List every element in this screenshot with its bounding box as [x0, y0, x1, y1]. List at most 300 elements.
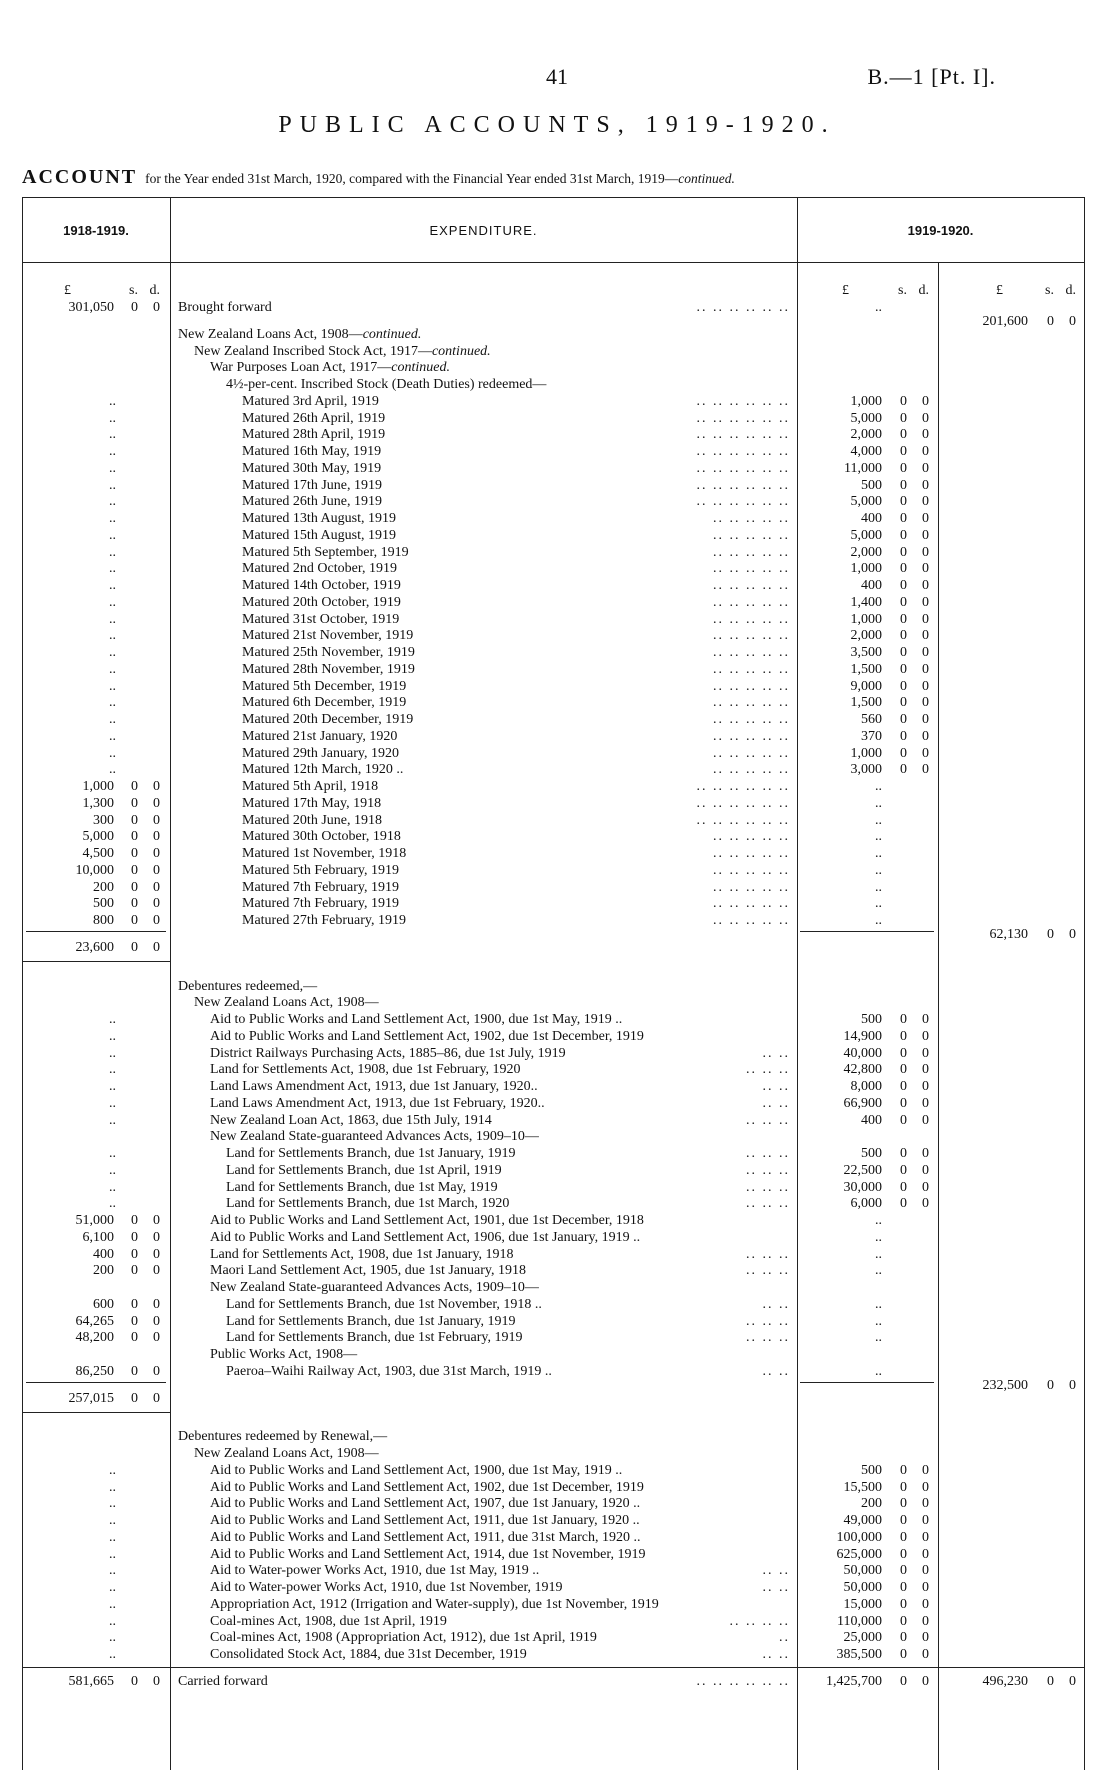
empty-previous-year: ..	[109, 695, 116, 711]
table-row	[0, 1262, 1114, 1279]
table-row	[0, 1579, 1114, 1596]
row-description: Matured 25th November, 1919	[242, 645, 415, 660]
table-row	[0, 1061, 1114, 1078]
empty-previous-year: ..	[109, 393, 116, 409]
previous-year-shillings: 0	[131, 913, 138, 928]
table-row	[0, 1195, 1114, 1212]
leader-dots: .. .. .. .. ..	[713, 645, 790, 660]
row-description: Matured 3rd April, 1919	[242, 393, 379, 409]
current-year-pence: 0	[922, 1079, 929, 1094]
row-description: Appropriation Act, 1912 (Irrigation and Water-supply), due 1st November, 1919	[210, 1596, 659, 1612]
empty-previous-year: ..	[109, 1630, 116, 1646]
current-year-pence: 0	[922, 1045, 929, 1061]
previous-year-pence: 0	[153, 1313, 160, 1329]
current-year-pence: 0	[922, 427, 929, 443]
table-row	[0, 644, 1114, 661]
column-header-1919-1920: 1919-1920.	[907, 223, 974, 238]
row-description: Aid to Public Works and Land Settlement Act, 1907, due 1st January, 1920 ..	[210, 1496, 641, 1512]
leader-dots: .. .. .. .. ..	[713, 745, 790, 761]
current-year-pounds: ..	[875, 795, 882, 811]
row-description: Matured 5th February, 1919	[242, 862, 399, 878]
current-year-pounds: ..	[875, 913, 882, 928]
table-row	[0, 544, 1114, 561]
current-year-pence: 0	[922, 728, 929, 744]
leader-dots: .. .. .. .. ..	[713, 544, 790, 560]
row-description: Aid to Public Works and Land Settlement Act, 1911, due 31st March, 1920 ..	[210, 1529, 641, 1545]
row-description: Matured 12th March, 1920 ..	[242, 762, 404, 778]
row-description: Public Works Act, 1908—	[210, 1347, 358, 1362]
current-year-pounds: ..	[875, 1229, 882, 1245]
current-year-pounds: 500	[861, 1146, 882, 1161]
row-description: Matured 27th February, 1919	[242, 913, 406, 928]
empty-previous-year: ..	[109, 1028, 116, 1044]
table-row	[0, 410, 1114, 427]
leader-dots: .. .. .. .. .. ..	[696, 300, 790, 315]
row-description: Matured 20th December, 1919	[242, 712, 414, 727]
empty-previous-year: ..	[109, 1496, 116, 1512]
current-year-shillings: 0	[900, 527, 907, 543]
current-year-pence: 0	[922, 611, 929, 627]
current-year-shillings: 0	[900, 661, 907, 677]
table-row	[0, 1128, 1114, 1145]
empty-previous-year: ..	[109, 1580, 116, 1595]
table-row	[0, 1346, 1114, 1363]
current-year-pence: 0	[922, 393, 929, 409]
empty-previous-year: ..	[109, 1095, 116, 1111]
current-year-shillings: 0	[900, 645, 907, 660]
previous-year-pence: 0	[153, 862, 160, 878]
current-year-pounds: 42,800	[843, 1062, 882, 1078]
pound-unit: £	[842, 283, 849, 298]
current-year-pounds: 1,400	[850, 594, 882, 610]
document-reference: B.—1 [Pt. I].	[867, 64, 996, 89]
leader-dots: .. .. .. .. .. ..	[696, 494, 790, 510]
empty-previous-year: ..	[109, 1563, 116, 1579]
current-year-pounds: 49,000	[843, 1513, 882, 1528]
table-row	[0, 393, 1114, 410]
leader-dots: .. .. .. ..	[729, 1613, 790, 1629]
row-description: Matured 15th August, 1919	[242, 527, 396, 543]
row-description: Matured 31st October, 1919	[242, 611, 400, 627]
current-year-total-pence: 0	[1069, 314, 1076, 329]
row-description: War Purposes Loan Act, 1917—continued.	[210, 360, 450, 376]
row-description: New Zealand Loan Act, 1863, due 15th July, 1914	[210, 1112, 492, 1128]
current-year-pence: 0	[922, 561, 929, 577]
leader-dots: .. .. .. .. .. ..	[696, 410, 790, 426]
current-year-shillings: 0	[900, 561, 907, 577]
current-year-pounds: ..	[875, 879, 882, 895]
subtotal-rule	[26, 1382, 166, 1383]
table-row	[0, 1673, 1114, 1690]
current-year-pounds: 40,000	[843, 1045, 882, 1061]
current-year-pounds: ..	[875, 812, 882, 828]
current-year-shillings: 0	[900, 544, 907, 560]
previous-year-pence: 0	[153, 1390, 160, 1406]
empty-previous-year: ..	[109, 1613, 116, 1629]
row-description: Matured 13th August, 1919	[242, 511, 396, 526]
empty-previous-year: ..	[109, 544, 116, 560]
current-year-pence: 0	[922, 1563, 929, 1579]
table-row	[0, 1279, 1114, 1296]
table-row	[0, 845, 1114, 862]
current-year-total-pence: 0	[1069, 1377, 1076, 1393]
previous-year-pence: 0	[153, 779, 160, 794]
table-row	[0, 1495, 1114, 1512]
row-description: Matured 5th December, 1919	[242, 678, 407, 694]
current-year-pounds: 5,000	[850, 494, 882, 510]
row-description: Land for Settlements Branch, due 1st November, 1918 ..	[226, 1296, 542, 1312]
leader-dots: .. .. .. .. ..	[713, 879, 790, 895]
previous-year-shillings: 0	[131, 1296, 138, 1312]
current-year-pounds: 560	[861, 712, 882, 727]
leader-dots: .. .. .. .. ..	[713, 661, 790, 677]
leader-dots: .. .. .. .. ..	[713, 628, 790, 644]
empty-previous-year: ..	[109, 762, 116, 778]
current-year-shillings: 0	[900, 728, 907, 744]
current-year-shillings: 0	[900, 444, 907, 459]
empty-previous-year: ..	[109, 410, 116, 426]
current-year-shillings: 0	[900, 1673, 907, 1689]
current-year-shillings: 0	[900, 1045, 907, 1061]
current-year-pence: 0	[922, 1028, 929, 1044]
previous-year-pence: 0	[153, 1673, 160, 1689]
leader-dots: .. .. ..	[746, 1330, 790, 1346]
table-row	[0, 1162, 1114, 1179]
leader-dots: .. .. .. .. .. ..	[696, 812, 790, 828]
previous-year-pounds: 48,200	[75, 1330, 114, 1346]
current-year-shillings: 0	[900, 1196, 907, 1212]
current-year-pence: 0	[922, 1162, 929, 1178]
continued-label: continued.	[362, 326, 422, 342]
row-description: Matured 30th October, 1918	[242, 829, 401, 845]
current-year-pence: 0	[922, 1596, 929, 1612]
row-description: Land for Settlements Branch, due 1st April, 1919	[226, 1162, 502, 1178]
empty-previous-year: ..	[109, 1647, 116, 1662]
current-year-pence: 0	[922, 1630, 929, 1646]
previous-year-shillings: 0	[131, 779, 138, 794]
current-year-shillings: 0	[900, 1596, 907, 1612]
current-year-pounds: 25,000	[843, 1630, 882, 1646]
current-year-pounds: 5,000	[850, 527, 882, 543]
table-row	[0, 560, 1114, 577]
current-year-pounds: 15,500	[843, 1479, 882, 1495]
table-row	[0, 978, 1114, 995]
table-row	[0, 795, 1114, 812]
table-row	[0, 939, 1114, 956]
row-description: New Zealand State-guaranteed Advances Acts, 1909–10—	[210, 1129, 539, 1145]
table-row	[0, 1011, 1114, 1028]
current-year-pence: 0	[922, 594, 929, 610]
previous-year-pounds: 400	[93, 1246, 114, 1262]
row-description: Matured 28th November, 1919	[242, 661, 415, 677]
previous-year-pounds: 257,015	[68, 1390, 114, 1406]
row-description: Matured 20th June, 1918	[242, 812, 382, 828]
table-row	[0, 661, 1114, 678]
row-description: Land Laws Amendment Act, 1913, due 1st February, 1920..	[210, 1095, 545, 1111]
previous-year-pounds: 500	[93, 896, 114, 912]
current-year-pence: 0	[922, 645, 929, 660]
current-year-shillings: 0	[900, 1162, 907, 1178]
current-year-shillings: 0	[900, 745, 907, 761]
current-year-pence: 0	[922, 745, 929, 761]
current-year-shillings: 0	[900, 1079, 907, 1094]
previous-year-shillings: 0	[131, 1390, 138, 1406]
table-row	[0, 1445, 1114, 1462]
row-description: New Zealand Inscribed Stock Act, 1917—continued.	[194, 343, 491, 359]
previous-year-shillings: 0	[131, 1246, 138, 1262]
row-description: Matured 26th April, 1919	[242, 410, 386, 426]
current-year-pounds: 6,000	[850, 1196, 882, 1212]
current-year-pounds: 3,000	[850, 762, 882, 778]
current-year-total-shillings: 0	[1047, 1377, 1054, 1393]
table-row	[0, 895, 1114, 912]
current-year-pounds: ..	[875, 1296, 882, 1312]
current-year-pence: 0	[922, 628, 929, 644]
previous-year-pounds: 64,265	[75, 1313, 114, 1329]
current-year-shillings: 0	[900, 1513, 907, 1528]
previous-year-pence: 0	[153, 1330, 160, 1346]
current-year-pounds: 2,000	[850, 628, 882, 644]
current-year-pounds: ..	[875, 1263, 882, 1279]
current-year-shillings: 0	[900, 477, 907, 493]
previous-year-pounds: 86,250	[75, 1363, 114, 1379]
table-row	[0, 1363, 1114, 1393]
table-row	[0, 1562, 1114, 1579]
current-year-shillings: 0	[900, 678, 907, 694]
table-row	[0, 1390, 1114, 1407]
current-year-pounds: 50,000	[843, 1563, 882, 1579]
empty-previous-year: ..	[109, 628, 116, 644]
current-year-pounds: 100,000	[836, 1529, 882, 1545]
current-year-pence: 0	[922, 661, 929, 677]
row-description: Debentures redeemed by Renewal,—	[178, 1429, 388, 1445]
previous-year-shillings: 0	[131, 896, 138, 912]
current-year-pence: 0	[922, 1647, 929, 1662]
leader-dots: .. .. .. .. .. ..	[696, 477, 790, 493]
current-year-pounds: 500	[861, 1012, 882, 1027]
empty-previous-year: ..	[109, 1196, 116, 1212]
current-year-shillings: 0	[900, 712, 907, 727]
leader-dots: .. .. .. .. ..	[713, 594, 790, 610]
current-year-pence: 0	[922, 511, 929, 526]
current-year-total-pounds: 496,230	[982, 1673, 1028, 1689]
table-row	[0, 1179, 1114, 1196]
current-year-pounds: 500	[861, 477, 882, 493]
empty-previous-year: ..	[109, 1045, 116, 1061]
current-year-shillings: 0	[900, 1062, 907, 1078]
current-year-pounds: ..	[875, 1330, 882, 1346]
empty-previous-year: ..	[109, 578, 116, 593]
leader-dots: .. .. .. .. ..	[713, 578, 790, 593]
table-row	[0, 1095, 1114, 1112]
current-year-shillings: 0	[900, 1613, 907, 1629]
current-year-pounds: 50,000	[843, 1580, 882, 1595]
current-year-pounds: 22,500	[843, 1162, 882, 1178]
leader-dots: .. .. .. .. ..	[713, 862, 790, 878]
row-description: New Zealand Loans Act, 1908—continued.	[178, 326, 422, 342]
previous-year-pence: 0	[153, 1246, 160, 1262]
current-year-total-pence: 0	[1069, 927, 1076, 942]
row-description: New Zealand Loans Act, 1908—	[194, 995, 379, 1011]
table-row	[0, 994, 1114, 1011]
leader-dots: .. .. .. .. ..	[713, 846, 790, 861]
current-year-pence: 0	[922, 578, 929, 593]
leader-dots: .. .. .. .. .. ..	[696, 779, 790, 794]
previous-year-shillings: 0	[131, 1213, 138, 1228]
leader-dots: .. .. .. .. ..	[713, 695, 790, 711]
previous-year-pence: 0	[153, 829, 160, 845]
current-year-shillings: 0	[900, 1462, 907, 1478]
leader-dots: .. ..	[762, 1563, 790, 1579]
leader-dots: .. ..	[762, 1647, 790, 1662]
current-year-pounds: 625,000	[836, 1546, 882, 1562]
row-description: Aid to Water-power Works Act, 1910, due 1st November, 1919	[210, 1580, 563, 1595]
row-description: Aid to Public Works and Land Settlement Act, 1901, due 1st December, 1918	[210, 1213, 644, 1228]
table-row	[0, 1462, 1114, 1479]
row-description: Land for Settlements Branch, due 1st February, 1919	[226, 1330, 523, 1346]
page-number: 41	[546, 64, 568, 89]
empty-previous-year: ..	[109, 1546, 116, 1562]
current-year-pounds: 200	[861, 1496, 882, 1512]
current-year-pence: 0	[922, 527, 929, 543]
table-row	[0, 1028, 1114, 1045]
row-description: Land for Settlements Branch, due 1st January, 1919	[226, 1313, 516, 1329]
row-description: Matured 17th June, 1919	[242, 477, 382, 493]
current-year-pence: 0	[922, 1613, 929, 1629]
row-description: Matured 1st November, 1918	[242, 846, 407, 861]
previous-year-shillings: 0	[131, 812, 138, 828]
previous-year-pence: 0	[153, 795, 160, 811]
current-year-shillings: 0	[900, 494, 907, 510]
current-year-pounds: 11,000	[844, 460, 882, 476]
previous-year-pence: 0	[153, 300, 160, 315]
current-year-pounds: 1,500	[850, 695, 882, 711]
current-year-shillings: 0	[900, 1496, 907, 1512]
current-year-pence: 0	[922, 1012, 929, 1027]
current-year-pence: 0	[922, 695, 929, 711]
row-description: Matured 7th February, 1919	[242, 879, 399, 895]
leader-dots: .. .. .. .. .. ..	[696, 427, 790, 443]
current-year-pence: 0	[922, 1112, 929, 1128]
row-description: New Zealand State-guaranteed Advances Acts, 1909–10—	[210, 1280, 539, 1295]
table-row	[0, 745, 1114, 762]
leader-dots: .. .. .. .. ..	[713, 561, 790, 577]
previous-year-shillings: 0	[131, 829, 138, 845]
row-description: Matured 5th April, 1918	[242, 779, 379, 794]
current-year-pounds: ..	[875, 1313, 882, 1329]
current-year-shillings: 0	[900, 762, 907, 778]
current-year-pounds: 14,900	[843, 1028, 882, 1044]
current-year-shillings: 0	[900, 1112, 907, 1128]
table-row	[0, 1329, 1114, 1346]
leader-dots: .. .. ..	[746, 1179, 790, 1195]
current-year-pence: 0	[922, 1095, 929, 1111]
row-description: Matured 7th February, 1919	[242, 896, 399, 912]
shillings-unit: s.	[1045, 283, 1054, 298]
current-year-pounds: 1,425,700	[826, 1673, 882, 1689]
row-description: Matured 14th October, 1919	[242, 578, 401, 593]
table-row	[0, 1546, 1114, 1563]
table-row	[0, 343, 1114, 360]
section-rule	[22, 1412, 170, 1413]
column-header-expenditure: EXPENDITURE.	[429, 223, 538, 238]
current-year-shillings: 0	[900, 1563, 907, 1579]
current-year-pounds: 1,000	[850, 611, 882, 627]
current-year-pence: 0	[922, 1479, 929, 1495]
empty-previous-year: ..	[109, 745, 116, 761]
previous-year-pence: 0	[153, 1263, 160, 1279]
current-year-pence: 0	[922, 544, 929, 560]
continued-label: continued.	[391, 360, 450, 376]
current-year-shillings: 0	[900, 1179, 907, 1195]
table-row	[0, 1145, 1114, 1162]
previous-year-shillings: 0	[131, 1330, 138, 1346]
row-description: Aid to Public Works and Land Settlement Act, 1900, due 1st May, 1919 ..	[210, 1462, 623, 1478]
current-year-shillings: 0	[900, 393, 907, 409]
current-year-pounds: 2,000	[850, 544, 882, 560]
previous-year-pence: 0	[153, 1229, 160, 1245]
current-year-pounds: 400	[861, 578, 882, 593]
current-year-pounds: ..	[875, 1246, 882, 1262]
table-row	[0, 1246, 1114, 1263]
empty-previous-year: ..	[109, 645, 116, 660]
row-description: Aid to Water-power Works Act, 1910, due 1st May, 1919 ..	[210, 1563, 540, 1579]
previous-year-shillings: 0	[131, 939, 138, 955]
table-row	[0, 761, 1114, 778]
table-row	[0, 426, 1114, 443]
current-year-pence: 0	[922, 477, 929, 493]
current-year-pounds: 400	[861, 1112, 882, 1128]
row-description: Aid to Public Works and Land Settlement Act, 1906, due 1st January, 1919 ..	[210, 1229, 641, 1245]
current-year-pounds: 110,000	[837, 1613, 882, 1629]
row-description: Matured 16th May, 1919	[242, 444, 382, 459]
table-row	[0, 1613, 1114, 1630]
previous-year-pounds: 800	[93, 913, 114, 928]
pence-unit: d.	[1065, 283, 1076, 298]
pound-unit: £	[64, 283, 71, 298]
table-row	[0, 678, 1114, 695]
previous-year-pounds: 600	[93, 1296, 114, 1312]
current-year-total-shillings: 0	[1047, 314, 1054, 329]
table-row	[0, 359, 1114, 376]
table-row	[0, 299, 1114, 329]
table-row	[0, 778, 1114, 795]
table-row	[0, 1313, 1114, 1330]
empty-previous-year: ..	[109, 611, 116, 627]
pence-unit: d.	[918, 283, 929, 298]
current-year-shillings: 0	[900, 1529, 907, 1545]
leader-dots: .. .. ..	[746, 1246, 790, 1262]
current-year-pounds: ..	[875, 829, 882, 845]
current-year-pounds: 1,000	[850, 393, 882, 409]
previous-year-pence: 0	[153, 846, 160, 861]
previous-year-pounds: 301,050	[68, 300, 114, 315]
table-row	[0, 594, 1114, 611]
previous-year-shillings: 0	[131, 795, 138, 811]
empty-previous-year: ..	[109, 661, 116, 677]
current-year-shillings: 0	[900, 511, 907, 526]
current-year-pence: 0	[922, 1062, 929, 1078]
current-year-pence: 0	[922, 1580, 929, 1595]
leader-dots: .. .. .. .. .. ..	[696, 460, 790, 476]
empty-previous-year: ..	[109, 1179, 116, 1195]
leader-dots: .. ..	[762, 1095, 790, 1111]
column-header-1918-1919: 1918-1919.	[63, 223, 129, 238]
current-year-pounds: ..	[875, 1363, 882, 1379]
empty-previous-year: ..	[109, 594, 116, 610]
current-year-shillings: 0	[900, 1095, 907, 1111]
previous-year-shillings: 0	[131, 1673, 138, 1689]
